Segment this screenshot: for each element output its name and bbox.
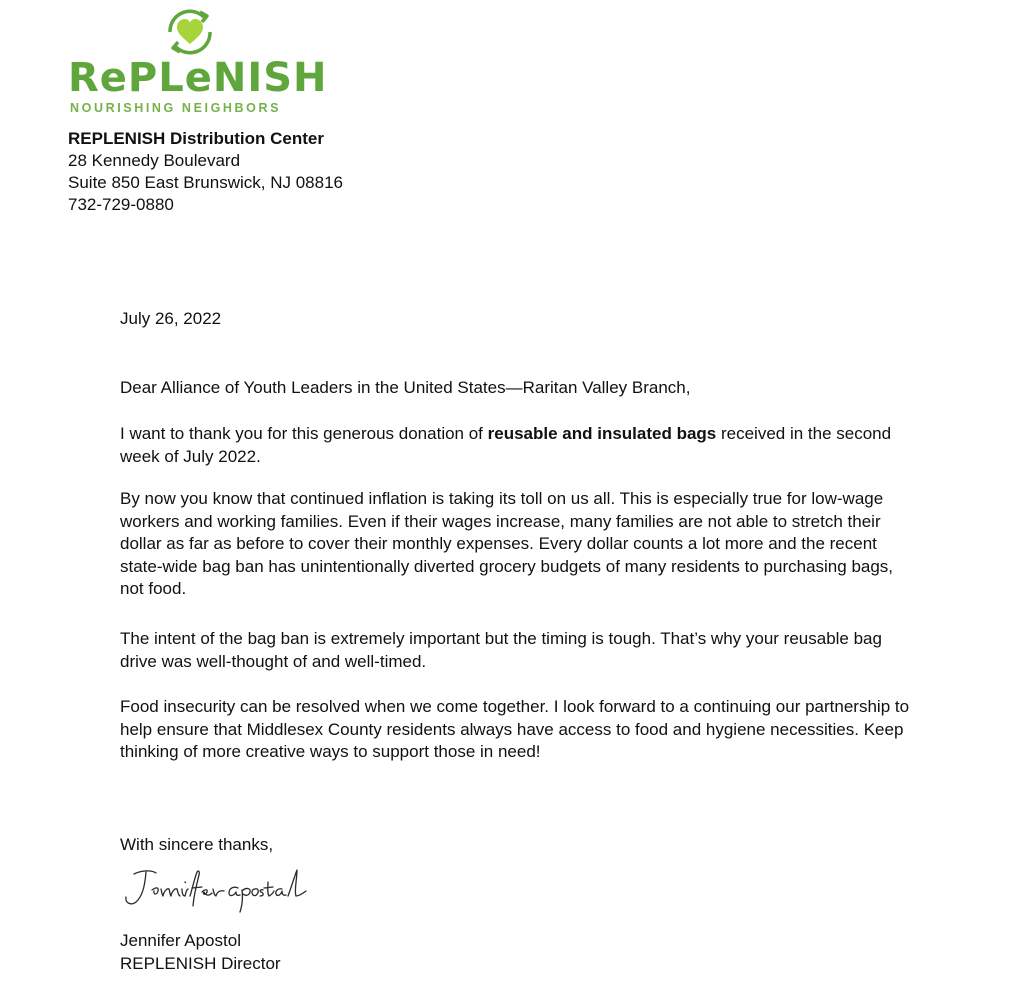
paragraph-thanks xyxy=(120,423,920,468)
salutation: Dear Alliance of Youth Leaders in the United States—Raritan Valley Branch, xyxy=(120,378,691,397)
paragraph-partnership: Food insecurity can be resolved when we come together. I look forward to a continuing our partnership to help ensure that Middlesex County residents always have access to food and hygiene necessities. Keep thinking of more creative ways to support those in need! xyxy=(120,697,910,761)
logo-wordmark: RePLeNISH xyxy=(68,55,328,101)
donation-item-bold: reusable and insulated bags xyxy=(487,424,717,443)
phone-number: 732-729-0880 xyxy=(68,195,174,214)
address-line-1: 28 Kennedy Boulevard xyxy=(68,151,241,170)
paragraph-inflation: By now you know that continued inflation is taking its toll on us all. This is especially true for low-wage workers and working families. Even if their wages increase, many families are not able to stretch their dollar as far as before to cover their monthly expenses. Every dollar counts a lot more and the recent state-wide bag ban has unintentionally diverted grocery budgets of many residents to purchasing bags, not food. xyxy=(120,489,894,598)
signature-block xyxy=(120,929,920,975)
paragraph-bag-ban: The intent of the bag ban is extremely important but the timing is tough. That’s why your reusable bag drive was well-thought of and well-timed. xyxy=(120,629,882,671)
letter-date: July 26, 2022 xyxy=(120,309,222,328)
replenish-logo xyxy=(68,0,328,120)
letterhead-address xyxy=(68,128,343,216)
paragraph-thanks-start: I want to thank you for this generous donation of xyxy=(120,424,488,443)
signer-name: Jennifer Apostol xyxy=(120,931,241,950)
handwritten-signature xyxy=(112,858,352,918)
organization-name: REPLENISH Distribution Center xyxy=(68,129,324,148)
signer-title: REPLENISH Director xyxy=(120,954,281,973)
closing: With sincere thanks, xyxy=(120,835,274,854)
paragraph-thanks-end: received in the second week of July 2022. xyxy=(120,424,892,466)
address-line-2: Suite 850 East Brunswick, NJ 08816 xyxy=(68,173,343,192)
logo-tagline: NOURISHING NEIGHBORS xyxy=(70,101,282,115)
heart-recycle-icon xyxy=(160,2,220,62)
